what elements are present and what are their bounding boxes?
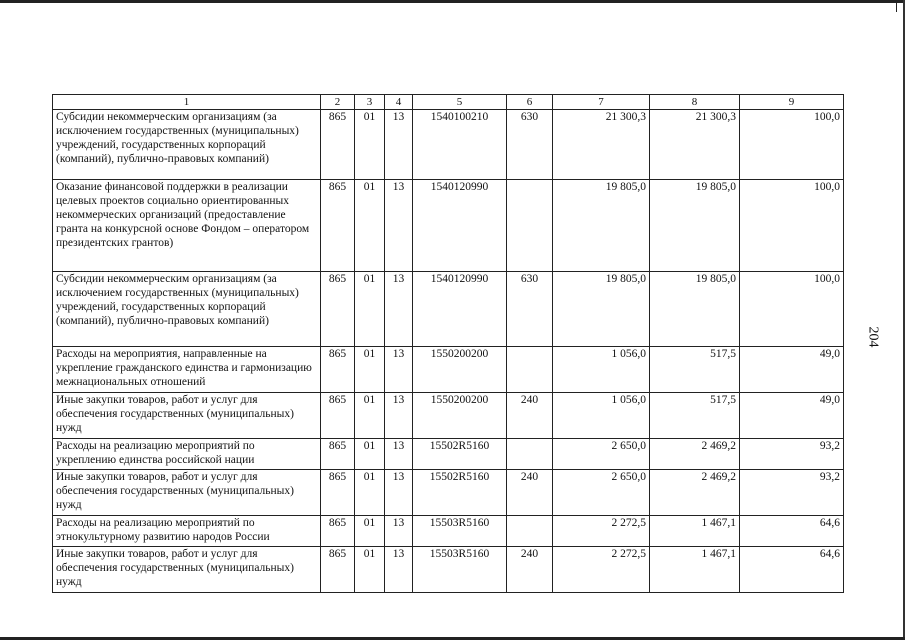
page-top-border [0,0,905,3]
execution-percent: 93,2 [740,470,844,516]
section-code: 01 [355,180,385,272]
budget-table [52,94,844,593]
target-article-code: 15502R5160 [413,470,507,516]
expense-name: Оказание финансовой поддержки в реализации целевых проектов социально ориентированных некоммерческих организаций (предоставление гранта на конкурсной основе Фондом – оператором президентских грантов) [53,180,321,272]
ministry-code: 865 [321,272,355,347]
table-row [53,516,844,547]
section-code: 01 [355,516,385,547]
target-article-code: 1550200200 [413,347,507,393]
header-cell: 2 [321,95,355,110]
section-code: 01 [355,439,385,470]
expense-type-code: 630 [507,110,553,180]
planned-amount: 19 805,0 [553,272,650,347]
table-row [53,347,844,393]
table-row [53,393,844,439]
expense-type-code [507,347,553,393]
page-number: 204 [865,326,881,348]
expense-type-code: 630 [507,272,553,347]
header-cell: 4 [385,95,413,110]
ministry-code: 865 [321,547,355,593]
header-cell: 1 [53,95,321,110]
table-row [53,180,844,272]
header-cell: 3 [355,95,385,110]
planned-amount: 1 056,0 [553,393,650,439]
expense-type-code: 240 [507,470,553,516]
section-code: 01 [355,470,385,516]
ministry-code: 865 [321,347,355,393]
execution-percent: 49,0 [740,393,844,439]
subsection-code: 13 [385,110,413,180]
header-cell: 6 [507,95,553,110]
subsection-code: 13 [385,393,413,439]
header-cell: 9 [740,95,844,110]
target-article-code: 15503R5160 [413,516,507,547]
section-code: 01 [355,110,385,180]
subsection-code: 13 [385,180,413,272]
executed-amount: 2 469,2 [650,439,740,470]
expense-name: Иные закупки товаров, работ и услуг для обеспечения государственных (муниципальных) нужд [53,393,321,439]
expense-name: Иные закупки товаров, работ и услуг для обеспечения государственных (муниципальных) нужд [53,547,321,593]
expense-name: Иные закупки товаров, работ и услуг для обеспечения государственных (муниципальных) нужд [53,470,321,516]
planned-amount: 2 272,5 [553,547,650,593]
planned-amount: 2 272,5 [553,516,650,547]
header-cell: 5 [413,95,507,110]
target-article-code: 1540100210 [413,110,507,180]
target-article-code: 1550200200 [413,393,507,439]
expense-name: Расходы на мероприятия, направленные на укрепление гражданского единства и гармонизацию межнациональных отношений [53,347,321,393]
execution-percent: 100,0 [740,180,844,272]
executed-amount: 1 467,1 [650,547,740,593]
executed-amount: 1 467,1 [650,516,740,547]
section-code: 01 [355,547,385,593]
expense-name: Расходы на реализацию мероприятий по этнокультурному развитию народов России [53,516,321,547]
header-row [53,95,844,110]
ministry-code: 865 [321,180,355,272]
ministry-code: 865 [321,439,355,470]
ministry-code: 865 [321,470,355,516]
header-cell: 7 [553,95,650,110]
section-code: 01 [355,272,385,347]
target-article-code: 15502R5160 [413,439,507,470]
expense-name: Расходы на реализацию мероприятий по укреплению единства российской нации [53,439,321,470]
subsection-code: 13 [385,347,413,393]
target-article-code: 1540120990 [413,272,507,347]
subsection-code: 13 [385,439,413,470]
execution-percent: 49,0 [740,347,844,393]
execution-percent: 100,0 [740,110,844,180]
ministry-code: 865 [321,393,355,439]
executed-amount: 2 469,2 [650,470,740,516]
section-code: 01 [355,393,385,439]
header-cell: 8 [650,95,740,110]
expense-type-code [507,439,553,470]
planned-amount: 21 300,3 [553,110,650,180]
expense-type-code [507,516,553,547]
planned-amount: 2 650,0 [553,470,650,516]
expense-name: Субсидии некоммерческим организациям (за исключением государственных (муниципальных) учреждений, государственных корпораций (компаний), публично-правовых компаний) [53,272,321,347]
executed-amount: 21 300,3 [650,110,740,180]
execution-percent: 100,0 [740,272,844,347]
table-row [53,110,844,180]
ministry-code: 865 [321,110,355,180]
ministry-code: 865 [321,516,355,547]
expense-type-code: 240 [507,547,553,593]
execution-percent: 93,2 [740,439,844,470]
subsection-code: 13 [385,516,413,547]
planned-amount: 19 805,0 [553,180,650,272]
expense-type-code [507,180,553,272]
section-code: 01 [355,347,385,393]
executed-amount: 517,5 [650,347,740,393]
table-row [53,439,844,470]
execution-percent: 64,6 [740,516,844,547]
executed-amount: 19 805,0 [650,272,740,347]
table-row [53,272,844,347]
execution-percent: 64,6 [740,547,844,593]
expense-type-code: 240 [507,393,553,439]
table-row [53,547,844,593]
subsection-code: 13 [385,547,413,593]
planned-amount: 2 650,0 [553,439,650,470]
planned-amount: 1 056,0 [553,347,650,393]
subsection-code: 13 [385,470,413,516]
table-row [53,470,844,516]
executed-amount: 19 805,0 [650,180,740,272]
expense-name: Субсидии некоммерческим организациям (за исключением государственных (муниципальных) учреждений, государственных корпораций (компаний), публично-правовых компаний) [53,110,321,180]
target-article-code: 15503R5160 [413,547,507,593]
subsection-code: 13 [385,272,413,347]
target-article-code: 1540120990 [413,180,507,272]
executed-amount: 517,5 [650,393,740,439]
